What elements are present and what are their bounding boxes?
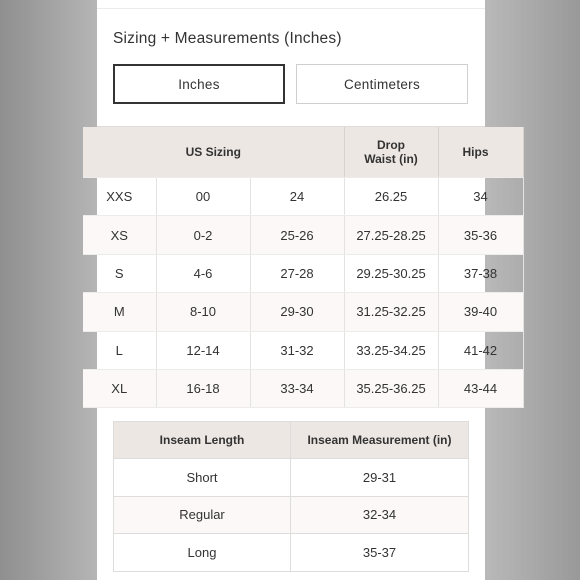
- table-row: [83, 178, 523, 216]
- cell-us-size: 0-2: [156, 216, 250, 254]
- cell-drop-waist: 26.25: [344, 178, 438, 216]
- cell-hips: 35-36: [438, 216, 523, 254]
- table-row: [114, 534, 469, 572]
- cell-size: XXS: [83, 178, 156, 216]
- inseam-header-row: [114, 422, 469, 459]
- cell-size: L: [83, 331, 156, 369]
- cell-size: M: [83, 293, 156, 331]
- inseam-table: [113, 421, 469, 572]
- header-inseam-length: Inseam Length: [114, 422, 291, 459]
- table-row: [83, 331, 523, 369]
- cell-waist: 27-28: [250, 254, 344, 292]
- table-row: [83, 216, 523, 254]
- cell-inseam-measurement: 29-31: [291, 459, 469, 497]
- cell-us-size: 4-6: [156, 254, 250, 292]
- cell-inseam-length: Regular: [114, 496, 291, 534]
- divider: [97, 8, 485, 9]
- table-row: [83, 293, 523, 331]
- table-row: [83, 254, 523, 292]
- centimeters-toggle-button[interactable]: Centimeters: [296, 64, 468, 104]
- cell-drop-waist: 29.25-30.25: [344, 254, 438, 292]
- cell-drop-waist: 33.25-34.25: [344, 331, 438, 369]
- cell-waist: 31-32: [250, 331, 344, 369]
- cell-waist: 29-30: [250, 293, 344, 331]
- cell-hips: 37-38: [438, 254, 523, 292]
- size-table: [97, 126, 498, 403]
- cell-hips: 43-44: [438, 369, 523, 407]
- cell-drop-waist: 35.25-36.25: [344, 369, 438, 407]
- cell-inseam-length: Long: [114, 534, 291, 572]
- header-drop-waist: Drop Waist (in): [344, 127, 438, 178]
- header-us-sizing: US Sizing: [83, 127, 344, 178]
- cell-waist: 24: [250, 178, 344, 216]
- cell-size: XL: [83, 369, 156, 407]
- table-row: [83, 369, 523, 407]
- cell-size: XS: [83, 216, 156, 254]
- header-hips: Hips: [438, 127, 523, 178]
- cell-hips: 34: [438, 178, 523, 216]
- table-row: [114, 459, 469, 497]
- header-inseam-measurement: Inseam Measurement (in): [291, 422, 469, 459]
- cell-us-size: 12-14: [156, 331, 250, 369]
- size-table-header-row: [83, 127, 523, 178]
- size-guide-panel: [97, 0, 498, 580]
- cell-waist: 33-34: [250, 369, 344, 407]
- cell-size: S: [83, 254, 156, 292]
- cell-drop-waist: 31.25-32.25: [344, 293, 438, 331]
- cell-inseam-length: Short: [114, 459, 291, 497]
- cell-us-size: 8-10: [156, 293, 250, 331]
- table-row: [114, 496, 469, 534]
- cell-drop-waist: 27.25-28.25: [344, 216, 438, 254]
- cell-waist: 25-26: [250, 216, 344, 254]
- cell-inseam-measurement: 35-37: [291, 534, 469, 572]
- cell-us-size: 00: [156, 178, 250, 216]
- cell-us-size: 16-18: [156, 369, 250, 407]
- cell-inseam-measurement: 32-34: [291, 496, 469, 534]
- cell-hips: 39-40: [438, 293, 523, 331]
- inches-toggle-button[interactable]: Inches: [113, 64, 285, 104]
- page-title: Sizing + Measurements (Inches): [113, 30, 342, 47]
- cell-hips: 41-42: [438, 331, 523, 369]
